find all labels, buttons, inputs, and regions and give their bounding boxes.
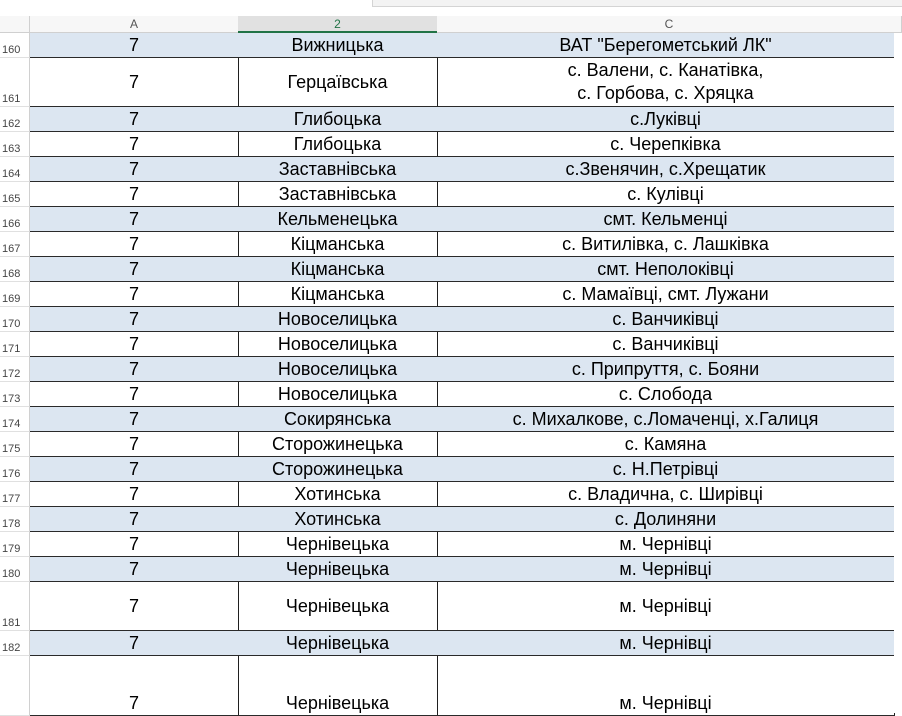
cell-a[interactable]	[30, 507, 239, 532]
table-row	[0, 656, 902, 716]
cell-a-text: 7	[128, 183, 139, 204]
cell-locality-text: с. Валени, с. Канатівка, с. Горбова, с. Хряцка	[567, 60, 764, 103]
cell-district-text: Глибоцька	[293, 133, 382, 154]
cell-locality[interactable]	[437, 182, 895, 207]
cell-district[interactable]	[238, 656, 438, 716]
cell-a[interactable]	[30, 656, 239, 716]
table-row	[0, 457, 902, 482]
cell-district-text: Заставнівська	[278, 183, 397, 204]
cell-a[interactable]	[30, 107, 239, 132]
cell-district-text: Сокирянська	[283, 408, 392, 429]
cell-a[interactable]	[30, 282, 239, 307]
cell-locality-text: с. Долиняни	[614, 508, 717, 529]
cell-locality[interactable]	[437, 482, 895, 507]
cell-district-text: Сторожинецька	[272, 433, 403, 454]
cell-district[interactable]	[238, 157, 438, 182]
cell-district[interactable]	[238, 507, 438, 532]
cell-locality-text: с. Ванчиківці	[612, 333, 719, 354]
cell-district-text: Чернівецька	[285, 533, 390, 554]
cell-a-text: 7	[128, 693, 139, 713]
table-row	[0, 232, 902, 257]
cell-locality-text: с. Ванчиківці	[612, 308, 719, 329]
table-row	[0, 382, 902, 407]
cell-a[interactable]	[30, 182, 239, 207]
cell-locality-text: с.Звенячин, с.Хрещатик	[565, 158, 766, 179]
row-header[interactable]: 171	[0, 332, 30, 357]
cell-locality[interactable]	[437, 582, 895, 631]
table-row	[0, 33, 902, 58]
cell-district[interactable]	[238, 557, 438, 582]
cell-locality[interactable]	[437, 58, 895, 107]
row-header[interactable]: 167	[0, 232, 30, 257]
cell-locality[interactable]	[437, 457, 895, 482]
cell-district-text: Кіцманська	[290, 233, 385, 254]
table-row	[0, 357, 902, 382]
cell-a[interactable]	[30, 232, 239, 257]
cell-district[interactable]	[238, 207, 438, 232]
cell-locality[interactable]	[437, 307, 895, 332]
row-header[interactable]: 174	[0, 407, 30, 432]
row-header[interactable]: 182	[0, 631, 30, 656]
cell-a[interactable]	[30, 482, 239, 507]
cell-locality-text: с. Михалкове, с.Ломаченці, х.Галиця	[512, 408, 819, 429]
table-row	[0, 207, 902, 232]
cell-locality[interactable]	[437, 232, 895, 257]
cell-district-text: Новоселицька	[277, 333, 398, 354]
cell-a[interactable]	[30, 432, 239, 457]
cell-district-text: Вижницька	[291, 34, 384, 55]
cell-locality[interactable]	[437, 282, 895, 307]
cell-a-text: 7	[128, 308, 139, 329]
cell-a[interactable]	[30, 532, 239, 557]
cell-district-text: Новоселицька	[277, 383, 398, 404]
row-header[interactable]: 180	[0, 557, 30, 582]
row-header[interactable]: 179	[0, 532, 30, 557]
cell-district-text: Новоселицька	[277, 358, 398, 379]
cell-a-text: 7	[128, 34, 139, 55]
cell-locality[interactable]	[437, 432, 895, 457]
cell-locality[interactable]	[437, 382, 895, 407]
cell-district[interactable]	[238, 432, 438, 457]
cell-a-text: 7	[128, 233, 139, 254]
cell-district[interactable]	[238, 332, 438, 357]
row-header[interactable]: 176	[0, 457, 30, 482]
row-header[interactable]: 170	[0, 307, 30, 332]
cell-locality[interactable]	[437, 332, 895, 357]
cell-district-text: Чернівецька	[285, 595, 390, 616]
table-row	[0, 307, 902, 332]
cell-a[interactable]	[30, 33, 239, 58]
cell-district[interactable]	[238, 532, 438, 557]
cell-a-text: 7	[128, 71, 139, 92]
row-header[interactable]: 169	[0, 282, 30, 307]
cell-a-text: 7	[128, 108, 139, 129]
cell-locality[interactable]	[437, 656, 895, 716]
cell-district-text: Кіцманська	[290, 258, 385, 279]
cell-district[interactable]	[238, 407, 438, 432]
cell-district[interactable]	[238, 257, 438, 282]
cell-a-text: 7	[128, 632, 139, 653]
cell-district[interactable]	[238, 631, 438, 656]
cell-district[interactable]	[238, 582, 438, 631]
formula-bar[interactable]	[372, 0, 902, 7]
cell-locality[interactable]	[437, 557, 895, 582]
cell-a-text: 7	[128, 283, 139, 304]
cell-locality[interactable]	[437, 631, 895, 656]
table-row	[0, 407, 902, 432]
cell-locality[interactable]	[437, 207, 895, 232]
cell-district[interactable]	[238, 307, 438, 332]
cell-district-text: Сторожинецька	[272, 458, 403, 479]
cell-locality-text: с. Камяна	[624, 433, 707, 454]
cell-locality[interactable]	[437, 107, 895, 132]
column-header-c[interactable]: C	[437, 16, 902, 33]
cell-a-text: 7	[128, 483, 139, 504]
cell-locality-text: ВАТ "Берегометський ЛК"	[559, 34, 772, 55]
table-row	[0, 482, 902, 507]
row-header[interactable]: 166	[0, 207, 30, 232]
cell-locality[interactable]	[437, 407, 895, 432]
cell-a[interactable]	[30, 382, 239, 407]
cell-locality-text: с. Слобода	[618, 383, 713, 404]
cell-a-text: 7	[128, 333, 139, 354]
cell-a-text: 7	[128, 433, 139, 454]
cell-a-text: 7	[128, 508, 139, 529]
row-header[interactable]: 177	[0, 482, 30, 507]
cell-locality[interactable]	[437, 357, 895, 382]
cell-a-text: 7	[128, 595, 139, 616]
cell-locality-text: смт. Кельменці	[603, 208, 728, 229]
cell-district[interactable]	[238, 132, 438, 157]
cell-a[interactable]	[30, 58, 239, 107]
cell-a-text: 7	[128, 358, 139, 379]
cell-locality-text: м. Чернівці	[619, 595, 712, 616]
cell-locality-text: м. Чернівці	[619, 693, 712, 713]
cell-locality-text: м. Чернівці	[619, 533, 712, 554]
cell-a-text: 7	[128, 133, 139, 154]
cell-a-text: 7	[128, 158, 139, 179]
row-header[interactable]: 175	[0, 432, 30, 457]
cell-district[interactable]	[238, 457, 438, 482]
cell-district-text: Хотинська	[294, 508, 381, 529]
cell-locality-text: с. Мамаївці, смт. Лужани	[562, 283, 769, 304]
cell-a[interactable]	[30, 132, 239, 157]
row-header[interactable]: 163	[0, 132, 30, 157]
cell-locality-text: с. Н.Петрівці	[612, 458, 719, 479]
cell-district[interactable]	[238, 58, 438, 107]
cell-a[interactable]	[30, 631, 239, 656]
cell-district[interactable]	[238, 232, 438, 257]
cell-a-text: 7	[128, 258, 139, 279]
cell-locality[interactable]	[437, 507, 895, 532]
table-row	[0, 332, 902, 357]
cell-a[interactable]	[30, 557, 239, 582]
row-header[interactable]: 162	[0, 107, 30, 132]
row-header[interactable]: 181	[0, 582, 30, 631]
cell-locality[interactable]	[437, 257, 895, 282]
cell-a[interactable]	[30, 332, 239, 357]
row-header[interactable]: 160	[0, 33, 30, 58]
cell-a-text: 7	[128, 458, 139, 479]
cell-a[interactable]	[30, 257, 239, 282]
cell-district[interactable]	[238, 282, 438, 307]
row-header[interactable]: 173	[0, 382, 30, 407]
cell-a[interactable]	[30, 307, 239, 332]
cell-district-text: Чернівецька	[285, 632, 390, 653]
table-row	[0, 432, 902, 457]
select-all-corner[interactable]	[0, 16, 30, 33]
cell-district-text: Новоселицька	[277, 308, 398, 329]
cell-locality-text: м. Чернівці	[619, 558, 712, 579]
cell-locality[interactable]	[437, 132, 895, 157]
table-row	[0, 282, 902, 307]
table-row	[0, 507, 902, 532]
table-row	[0, 157, 902, 182]
cell-a-text: 7	[128, 558, 139, 579]
column-header-2[interactable]: 2	[238, 16, 438, 33]
formula-bar-area	[0, 0, 902, 16]
cell-a[interactable]	[30, 157, 239, 182]
cell-district[interactable]	[238, 107, 438, 132]
table-row	[0, 257, 902, 282]
cell-district[interactable]	[238, 482, 438, 507]
table-row	[0, 107, 902, 132]
row-header[interactable]: 161	[0, 58, 30, 107]
cell-district-text: Чернівецька	[285, 693, 390, 713]
row-header[interactable]	[0, 656, 30, 716]
table-row	[0, 631, 902, 656]
cell-locality-text: с.Луківці	[630, 108, 701, 129]
column-header-a[interactable]: A	[30, 16, 239, 33]
cell-locality-text: с. Черепківка	[610, 133, 721, 154]
cell-a-text: 7	[128, 533, 139, 554]
table-row	[0, 532, 902, 557]
cell-a-text: 7	[128, 408, 139, 429]
cell-district[interactable]	[238, 33, 438, 58]
cell-district[interactable]	[238, 382, 438, 407]
cell-a[interactable]	[30, 457, 239, 482]
cell-district-text: Глибоцька	[293, 108, 382, 129]
row-header[interactable]: 168	[0, 257, 30, 282]
cell-a-text: 7	[128, 208, 139, 229]
row-header[interactable]: 165	[0, 182, 30, 207]
cell-a[interactable]	[30, 207, 239, 232]
cell-locality-text: с. Припруття, с. Бояни	[571, 358, 760, 379]
table-row	[0, 582, 902, 631]
cell-locality[interactable]	[437, 33, 895, 58]
cell-district-text: Заставнівська	[278, 158, 397, 179]
cell-locality[interactable]	[437, 532, 895, 557]
cell-district-text: Хотинська	[294, 483, 381, 504]
table-row	[0, 557, 902, 582]
cell-locality[interactable]	[437, 157, 895, 182]
cell-district[interactable]	[238, 357, 438, 382]
cell-district-text: Кіцманська	[290, 283, 385, 304]
row-header[interactable]: 164	[0, 157, 30, 182]
cell-a[interactable]	[30, 357, 239, 382]
grid-right-edge	[894, 33, 902, 713]
table-row	[0, 132, 902, 157]
cell-locality-text: м. Чернівці	[619, 632, 712, 653]
cell-locality-text: с. Кулівці	[627, 183, 704, 204]
table-row	[0, 58, 902, 107]
table-row	[0, 182, 902, 207]
cell-locality-text: смт. Неполоківці	[597, 258, 734, 279]
cell-district-text: Герцаївська	[287, 71, 388, 92]
row-header[interactable]: 178	[0, 507, 30, 532]
cell-district[interactable]	[238, 182, 438, 207]
row-header[interactable]: 172	[0, 357, 30, 382]
cell-district-text: Чернівецька	[285, 558, 390, 579]
cell-a[interactable]	[30, 407, 239, 432]
cell-locality-text: с. Витилівка, с. Лашківка	[562, 233, 769, 254]
cell-a-text: 7	[128, 383, 139, 404]
cell-district-text: Кельменецька	[277, 208, 398, 229]
cell-locality-text: с. Владична, с. Ширівці	[568, 483, 763, 504]
cell-a[interactable]	[30, 582, 239, 631]
